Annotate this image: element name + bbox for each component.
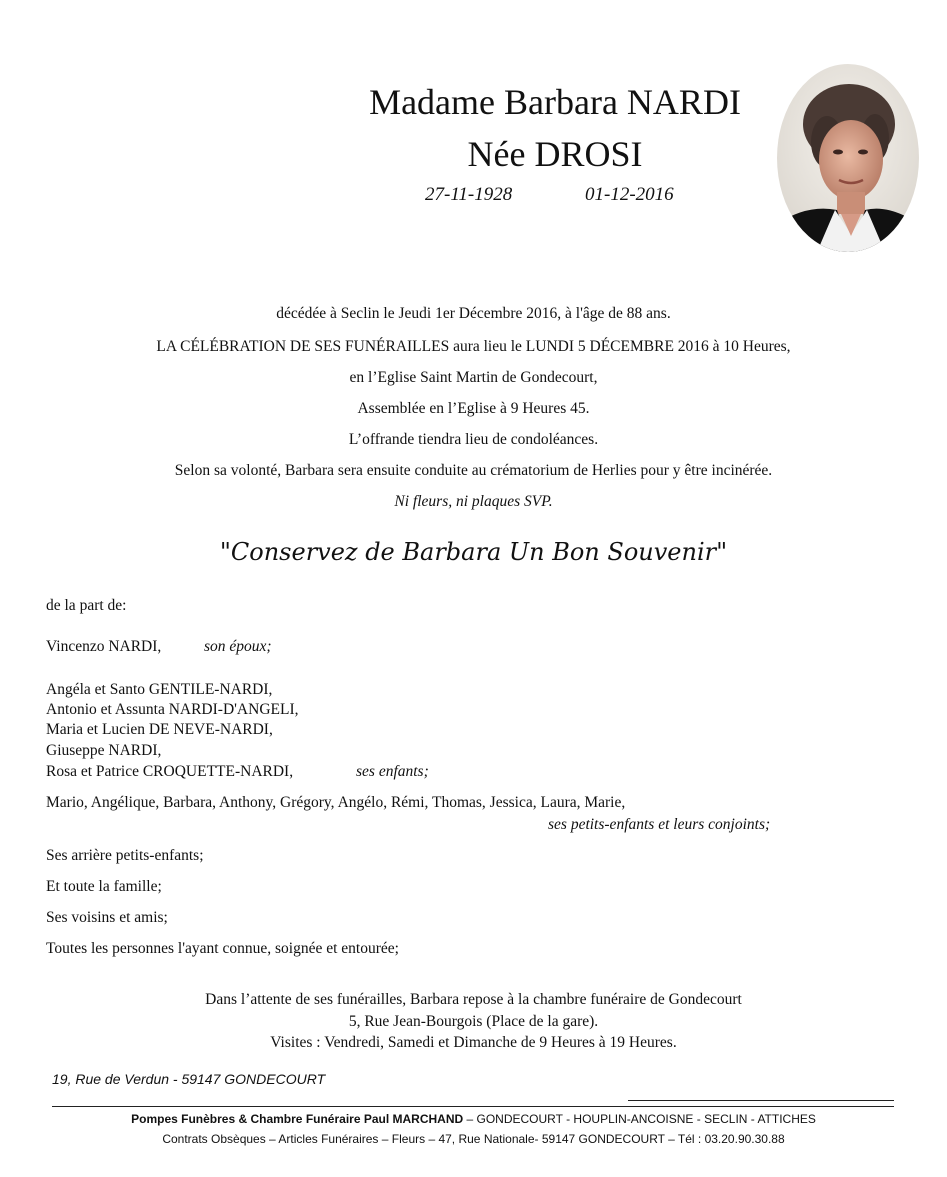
footer-company (0, 1112, 947, 1126)
child-2: Antonio et Assunta NARDI-D'ANGELI, (46, 701, 299, 718)
neighbors-friends: Ses voisins et amis; (46, 909, 168, 926)
rest-address-line: 5, Rue Jean-Bourgois (Place de la gare). (348, 1013, 599, 1030)
footer-services: Contrats Obsèques – Articles Funéraires – Fleurs – 47, Rue Nationale- 59147 GONDECOURT – Tél : 03.20.90.30.88 (162, 1132, 785, 1146)
visits-line: Visites : Vendredi, Samedi et Dimanche de 9 Heures à 19 Heures. (270, 1034, 677, 1051)
no-flowers-line: Ni fleurs, ni plaques SVP. (394, 493, 553, 510)
grandchildren-names: Mario, Angélique, Barbara, Anthony, Grégory, Angélo, Rémi, Thomas, Jessica, Laura, Marie, (46, 794, 626, 811)
memorial-quote: "Conservez de Barbara Un Bon Souvenir" (219, 538, 728, 566)
maiden-name: Née DROSI (467, 134, 643, 174)
portrait-illustration (777, 64, 919, 252)
child-3: Maria et Lucien DE NEVE-NARDI, (46, 721, 273, 738)
assembly-line: Assemblée en l’Eglise à 9 Heures 45. (357, 400, 590, 417)
child-4: Giuseppe NARDI, (46, 742, 162, 759)
ceremony-line: LA CÉLÉBRATION DE SES FUNÉRAILLES aura lieu le LUNDI 5 DÉCEMBRE 2016 à 10 Heures, (156, 338, 791, 355)
footer-rule (52, 1106, 894, 1107)
footer-address: 19, Rue de Verdun - 59147 GONDECOURT (52, 1071, 326, 1087)
grandchildren-role: ses petits-enfants et leurs conjoints; (548, 816, 771, 833)
caregivers: Toutes les personnes l'ayant connue, soignée et entourée; (46, 940, 399, 957)
rest-place-line: Dans l’attente de ses funérailles, Barbara repose à la chambre funéraire de Gondecourt (205, 991, 742, 1008)
death-date: 01-12-2016 (585, 184, 674, 205)
offering-line: L’offrande tiendra lieu de condoléances. (348, 431, 599, 448)
birth-date: 27-11-1928 (425, 184, 513, 205)
family-intro: de la part de: (46, 597, 127, 614)
great-grandchildren: Ses arrière petits-enfants; (46, 847, 204, 864)
company-name: Pompes Funèbres & Chambre Funéraire Paul MARCHAND (131, 1112, 464, 1126)
deceased-name: Madame Barbara NARDI (369, 82, 741, 122)
spouse-name: Vincenzo NARDI, (46, 638, 162, 655)
church-line: en l’Eglise Saint Martin de Gondecourt, (349, 369, 598, 386)
death-notice-line: décédée à Seclin le Jeudi 1er Décembre 2016, à l'âge de 88 ans. (276, 305, 671, 322)
whole-family: Et toute la famille; (46, 878, 162, 895)
child-5: Rosa et Patrice CROQUETTE-NARDI, (46, 763, 294, 780)
spouse-role: son époux; (204, 638, 272, 655)
portrait-photo (777, 64, 919, 252)
company-locations: – GONDECOURT - HOUPLIN-ANCOISNE - SECLIN - ATTICHES (463, 1112, 816, 1126)
cremation-line: Selon sa volonté, Barbara sera ensuite conduite au crématorium de Herlies pour y être incinérée. (174, 462, 773, 479)
child-1: Angéla et Santo GENTILE-NARDI, (46, 681, 273, 698)
footer-short-rule (628, 1100, 894, 1101)
children-role: ses enfants; (356, 763, 429, 780)
